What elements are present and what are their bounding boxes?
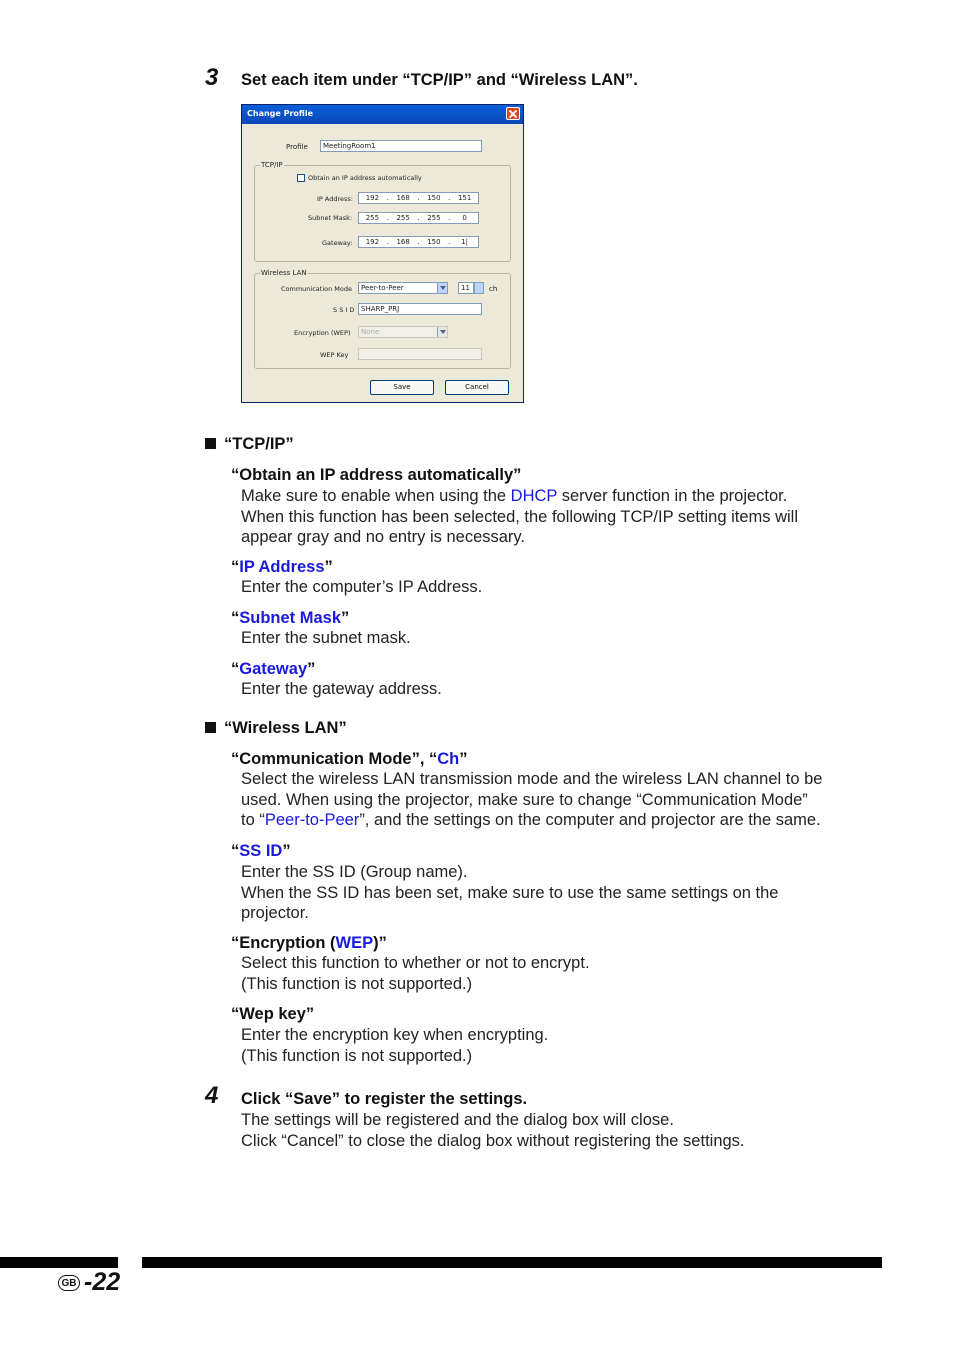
ip-octet: 151 — [457, 194, 472, 202]
encryption-description — [241, 953, 590, 994]
communication-mode-value: Peer-to-Peer — [361, 284, 404, 292]
text-line: appear gray and no entry is necessary. — [241, 528, 526, 546]
wep-link[interactable]: WEP — [335, 934, 374, 952]
ip-address-label: IP Address: — [317, 195, 353, 203]
footer-bar-left — [0, 1257, 118, 1268]
step-4-title: Click “Save” to register the settings. — [241, 1090, 528, 1108]
text-line: to “Peer-to-Peer”, and the settings on the computer and projector are the same. — [241, 811, 821, 829]
obtain-ip-label: Obtain an IP address automatically — [308, 174, 422, 182]
text-line: When this function has been selected, the following TCP/IP setting items will — [241, 507, 799, 526]
ip-address-link[interactable]: IP Address — [239, 558, 325, 576]
text-line: used. When using the projector, make sure to change “Communication Mode” — [241, 790, 808, 809]
ssid-title: “SS ID” — [231, 842, 291, 860]
step-4-description — [241, 1110, 745, 1151]
subnet-octet: 255 — [396, 214, 410, 222]
gb-badge: GB — [58, 1275, 80, 1291]
square-bullet-icon — [205, 438, 216, 449]
wep-key-label: WEP Key — [320, 351, 349, 359]
text-line: projector. — [241, 904, 309, 922]
ssid-label: S S I D — [333, 306, 355, 314]
text-line: Enter the SS ID (Group name). — [241, 863, 468, 881]
profile-field[interactable]: MeetingRoom1 — [320, 140, 482, 152]
subnet-octet: 0 — [462, 214, 467, 222]
save-button[interactable]: Save — [370, 380, 434, 395]
peer-to-peer-link[interactable]: Peer-to-Peer — [264, 811, 360, 829]
subnet-mask-label: Subnet Mask: — [308, 214, 353, 222]
channel-spinner[interactable] — [474, 282, 484, 294]
wep-key-description — [241, 1025, 548, 1066]
gateway-description: Enter the gateway address. — [241, 680, 442, 698]
gateway-octet: 168 — [396, 238, 410, 246]
ip-octet: 168 — [396, 194, 410, 202]
dhcp-link[interactable]: DHCP — [510, 487, 558, 505]
text-line: The settings will be registered and the dialog box will close. — [241, 1111, 674, 1129]
tcpip-group-title: TCP/IP — [261, 161, 283, 169]
obtain-ip-description — [241, 486, 798, 548]
ip-address-field[interactable]: 192 . 168 . 150 . 151 — [358, 192, 479, 204]
ssid-field[interactable]: SHARP_PRJ — [358, 303, 482, 315]
gateway-link[interactable]: Gateway — [239, 660, 308, 678]
dialog-title: Change Profile — [247, 109, 313, 118]
channel-unit: ch — [489, 285, 498, 293]
text-line: Click “Cancel” to close the dialog box without registering the settings. — [241, 1131, 745, 1150]
close-icon[interactable] — [506, 107, 520, 120]
gateway-octet: 192 — [365, 238, 380, 246]
wep-key-title: “Wep key” — [231, 1005, 315, 1023]
footer-bar-right — [142, 1257, 882, 1268]
ip-address-description: Enter the computer’s IP Address. — [241, 578, 483, 596]
chevron-down-icon[interactable] — [437, 327, 447, 337]
communication-mode-select[interactable] — [358, 282, 448, 294]
subnet-octet: 255 — [365, 214, 380, 222]
ssid-description — [241, 862, 778, 924]
text-line: Enter the encryption key when encrypting. — [241, 1026, 549, 1044]
ch-link[interactable]: Ch — [437, 750, 460, 768]
communication-mode-label: Communication Mode — [281, 285, 353, 293]
encryption-title: “Encryption (WEP)” — [231, 934, 387, 952]
text-line: (This function is not supported.) — [241, 1046, 473, 1065]
subnet-mask-description: Enter the subnet mask. — [241, 629, 411, 647]
wireless-lan-group-title: Wireless LAN — [261, 269, 307, 277]
step-number-3: 3 — [205, 64, 219, 91]
step-number-4: 4 — [205, 1082, 219, 1109]
text-line: Make sure to enable when using the DHCP server function in the projector. — [241, 487, 788, 505]
ip-octet: 192 — [365, 194, 380, 202]
encryption-label: Encryption (WEP) — [294, 329, 351, 337]
gateway-title: “Gateway” — [231, 660, 316, 678]
subnet-mask-field[interactable]: 255 . 255 . 255 . 0 — [358, 212, 479, 224]
subnet-mask-link[interactable]: Subnet Mask — [239, 609, 342, 627]
text-line: Select this function to whether or not to encrypt. — [241, 954, 590, 972]
chevron-down-icon[interactable] — [437, 283, 447, 293]
gateway-field[interactable]: 192 . 168 . 150 . 1| — [358, 236, 479, 248]
square-bullet-icon — [205, 722, 216, 733]
step-3-title: Set each item under “TCP/IP” and “Wireless LAN”. — [241, 71, 638, 89]
encryption-select[interactable] — [358, 326, 448, 338]
gateway-octet: 150 — [427, 238, 441, 246]
encryption-value: None — [361, 328, 380, 336]
wireless-lan-heading — [205, 719, 347, 738]
profile-label: Profile — [286, 143, 308, 151]
comm-mode-title: “Communication Mode”, “Ch” — [231, 750, 468, 768]
ssid-link[interactable]: SS ID — [239, 842, 283, 860]
channel-field[interactable]: 11 — [458, 282, 474, 294]
text-line: (This function is not supported.) — [241, 974, 473, 993]
tcpip-heading — [205, 435, 294, 454]
change-profile-dialog — [241, 104, 524, 403]
wireless-lan-heading-text: “Wireless LAN” — [224, 719, 347, 737]
comm-mode-description — [241, 769, 822, 831]
tcpip-heading-text: “TCP/IP” — [224, 435, 294, 453]
subnet-octet: 255 — [427, 214, 441, 222]
obtain-ip-checkbox[interactable] — [297, 174, 305, 182]
ip-octet: 150 — [427, 194, 441, 202]
dialog-titlebar — [242, 105, 523, 124]
cancel-button[interactable]: Cancel — [445, 380, 509, 395]
wep-key-field[interactable] — [358, 348, 482, 360]
page-number: -22 — [84, 1268, 121, 1296]
gateway-octet: 1| — [461, 238, 469, 246]
ip-address-title: “IP Address” — [231, 558, 333, 576]
subnet-mask-title: “Subnet Mask” — [231, 609, 350, 627]
text-line: When the SS ID has been set, make sure to use the same settings on the — [241, 883, 779, 902]
obtain-ip-title: “Obtain an IP address automatically” — [231, 466, 522, 484]
text-line: Select the wireless LAN transmission mode and the wireless LAN channel to be — [241, 770, 823, 788]
gateway-label: Gateway: — [322, 239, 353, 247]
